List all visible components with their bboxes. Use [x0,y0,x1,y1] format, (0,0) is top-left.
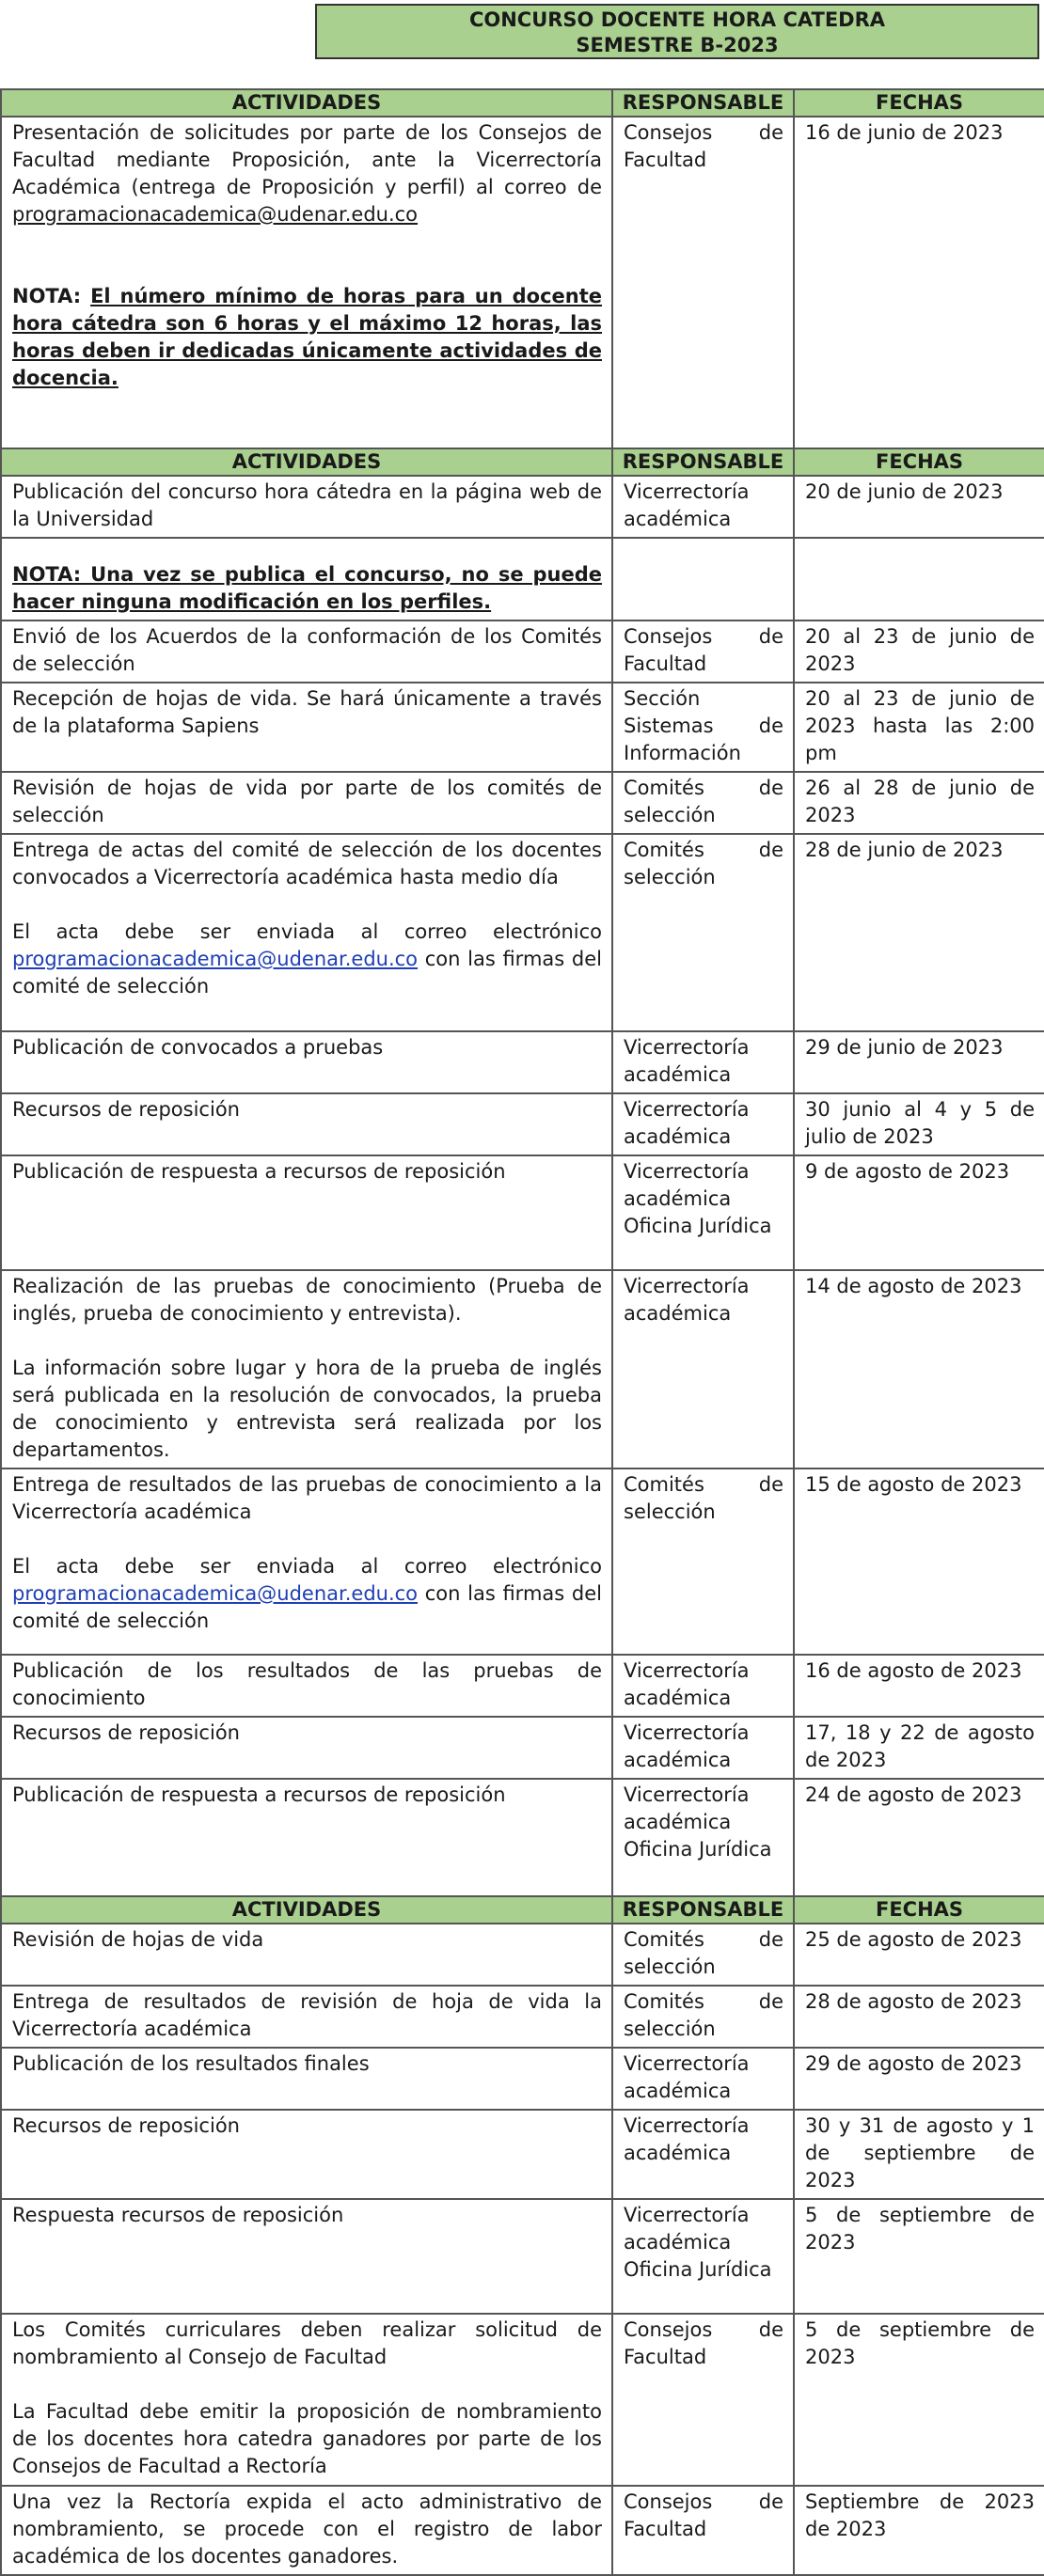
table-row [1,1717,1044,1779]
header-actividades: ACTIVIDADES [1,89,612,117]
table-row [1,1155,1044,1270]
responsible-cell: Vicerrectoría académica [612,2110,794,2199]
responsible-cell: Vicerrectoría académica [612,1270,794,1469]
responsible-cell: Comités de selección [612,1469,794,1655]
date-cell [794,538,1044,620]
responsible-cell: Comités de selección [612,1924,794,1986]
email-link[interactable]: programacionacademica@udenar.edu.co [12,1582,419,1605]
table-row [1,1655,1044,1717]
table-row [1,1924,1044,1986]
document-title [315,4,1039,59]
table-row [1,2048,1044,2110]
table-row [1,2110,1044,2199]
activity-cell: Envió de los Acuerdos de la conformación de los Comités de selección [1,620,612,683]
table-row [1,2486,1044,2575]
responsible-cell: Comités de selección [612,772,794,834]
activity-cell: Respuesta recursos de reposición [1,2199,612,2314]
responsible-cell: Vicerrectoría académica Oficina Jurídica [612,1779,794,1896]
activity-cell: Revisión de hojas de vida [1,1924,612,1986]
table-row [1,1031,1044,1093]
header-actividades: ACTIVIDADES [1,1896,612,1924]
activity-cell: Publicación de respuesta a recursos de reposición [1,1779,612,1896]
responsible-cell: Comités de selección [612,834,794,1031]
activity-cell: Publicación del concurso hora cátedra en la página web de la Universidad [1,476,612,538]
table-row [1,1779,1044,1896]
email-link[interactable]: programacionacademica@udenar.edu.co [12,203,419,226]
date-cell: Septiembre de 2023 de 2023 [794,2486,1044,2575]
table-row [1,1270,1044,1469]
schedule-table [0,88,1044,2576]
responsible-cell [612,538,794,620]
responsible-cell: Vicerrectoría académica [612,476,794,538]
date-cell: 29 de junio de 2023 [794,1031,1044,1093]
title-line-2: SEMESTRE B-2023 [576,34,779,56]
header-fechas: FECHAS [794,1896,1044,1924]
activity-cell [1,538,612,620]
responsible-cell: Vicerrectoría académica [612,2048,794,2110]
table-row [1,2314,1044,2486]
responsible-cell: Consejos de Facultad [612,2486,794,2575]
date-cell: 17, 18 y 22 de agosto de 2023 [794,1717,1044,1779]
responsible-cell: Vicerrectoría académica Oficina Jurídica [612,1155,794,1270]
date-cell: 20 de junio de 2023 [794,476,1044,538]
note: NOTA: Una vez se publica el concurso, no se puede hacer ninguna modificación en los perfiles. [12,563,602,613]
responsible-cell: Vicerrectoría académica [612,1093,794,1155]
activity-cell: Los Comités curriculares deben realizar solicitud de nombramiento al Consejo de Facultad La Facultad debe emitir la proposición de nombramiento de los docentes hora catedra ganadores por parte de los Consejos de Facultad a Rectoría [1,2314,612,2486]
activity-cell: Realización de las pruebas de conocimiento (Prueba de inglés, prueba de conocimiento y entrevista). La información sobre lugar y hora de la prueba de inglés será publicada en la resolución de convocados, la prueba de conocimiento y entrevista será realizada por los departamentos. [1,1270,612,1469]
section-header-3 [1,1896,1044,1924]
activity-cell: Revisión de hojas de vida por parte de los comités de selección [1,772,612,834]
header-actividades: ACTIVIDADES [1,448,612,476]
activity-cell: Publicación de convocados a pruebas [1,1031,612,1093]
activity-cell: Publicación de los resultados finales [1,2048,612,2110]
activity-cell: Publicación de los resultados de las pruebas de conocimiento [1,1655,612,1717]
activity-cell: Una vez la Rectoría expida el acto administrativo de nombramiento, se procede con el registro de labor académica de los docentes ganadores. [1,2486,612,2575]
date-cell: 15 de agosto de 2023 [794,1469,1044,1655]
responsible-cell: Vicerrectoría académica [612,1717,794,1779]
date-cell: 5 de septiembre de 2023 [794,2199,1044,2314]
table-row [1,476,1044,538]
table-row [1,683,1044,772]
activity-cell: Publicación de respuesta a recursos de reposición [1,1155,612,1270]
responsible-cell: Consejos de Facultad [612,2314,794,2486]
title-line-1: CONCURSO DOCENTE HORA CATEDRA [468,8,886,31]
date-cell: 5 de septiembre de 2023 [794,2314,1044,2486]
responsible-cell: Vicerrectoría académica Oficina Jurídica [612,2199,794,2314]
table-row [1,2199,1044,2314]
date-cell: 25 de agosto de 2023 [794,1924,1044,1986]
date-cell: 24 de agosto de 2023 [794,1779,1044,1896]
table-row [1,834,1044,1031]
date-cell: 30 junio al 4 y 5 de julio de 2023 [794,1093,1044,1155]
date-cell: 28 de agosto de 2023 [794,1986,1044,2048]
activity-cell: Recepción de hojas de vida. Se hará únicamente a través de la plataforma Sapiens [1,683,612,772]
header-responsable: RESPONSABLE [612,89,794,117]
header-responsable: RESPONSABLE [612,1896,794,1924]
activity-cell: Recursos de reposición [1,1093,612,1155]
activity-cell: Entrega de resultados de las pruebas de conocimiento a la Vicerrectoría académica El acta debe ser enviada al correo electrónico programacionacademica@udenar.edu.co con las firmas del comité de selección [1,1469,612,1655]
date-cell: 16 de junio de 2023 [794,117,1044,448]
date-cell: 30 y 31 de agosto y 1 de septiembre de 2023 [794,2110,1044,2199]
responsible-cell: Vicerrectoría académica [612,1655,794,1717]
responsible-cell: Vicerrectoría académica [612,1031,794,1093]
responsible-cell: Consejos de Facultad [612,117,794,448]
responsible-cell: Consejos de Facultad [612,620,794,683]
activity-cell: Entrega de resultados de revisión de hoja de vida la Vicerrectoría académica [1,1986,612,2048]
table-row [1,1986,1044,2048]
header-fechas: FECHAS [794,89,1044,117]
activity-cell: Recursos de reposición [1,1717,612,1779]
date-cell: 14 de agosto de 2023 [794,1270,1044,1469]
responsible-cell: Sección Sistemas de Información [612,683,794,772]
date-cell: 9 de agosto de 2023 [794,1155,1044,1270]
table-row [1,1093,1044,1155]
date-cell: 28 de junio de 2023 [794,834,1044,1031]
table-row [1,772,1044,834]
activity-cell: Presentación de solicitudes por parte de los Consejos de Facultad mediante Proposición, ante la Vicerrectoría Académica (entrega de Proposición y perfil) al correo de programacionacademica@udenar.edu.co NOTA: El número mínimo de horas para un docente hora cátedra son 6 horas y el máximo 12 horas, las horas deben ir dedicadas únicamente actividades de docencia. [1,117,612,448]
date-cell: 16 de agosto de 2023 [794,1655,1044,1717]
table-row [1,117,1044,448]
note: NOTA: El número mínimo de horas para un docente hora cátedra son 6 horas y el máximo 12 horas, las horas deben ir dedicadas únicamente actividades de docencia. [12,285,602,389]
activity-cell: Entrega de actas del comité de selección de los docentes convocados a Vicerrectoría académica hasta medio día El acta debe ser enviada al correo electrónico programacionacademica@udenar.edu.co con las firmas del comité de selección [1,834,612,1031]
email-link[interactable]: programacionacademica@udenar.edu.co [12,948,419,970]
header-fechas: FECHAS [794,448,1044,476]
table-row [1,538,1044,620]
date-cell: 26 al 28 de junio de 2023 [794,772,1044,834]
date-cell: 20 al 23 de junio de 2023 [794,620,1044,683]
table-row [1,620,1044,683]
table-row [1,1469,1044,1655]
section-header-1 [1,89,1044,117]
header-responsable: RESPONSABLE [612,448,794,476]
date-cell: 29 de agosto de 2023 [794,2048,1044,2110]
activity-cell: Recursos de reposición [1,2110,612,2199]
responsible-cell: Comités de selección [612,1986,794,2048]
date-cell: 20 al 23 de junio de 2023 hasta las 2:00 pm [794,683,1044,772]
section-header-2 [1,448,1044,476]
